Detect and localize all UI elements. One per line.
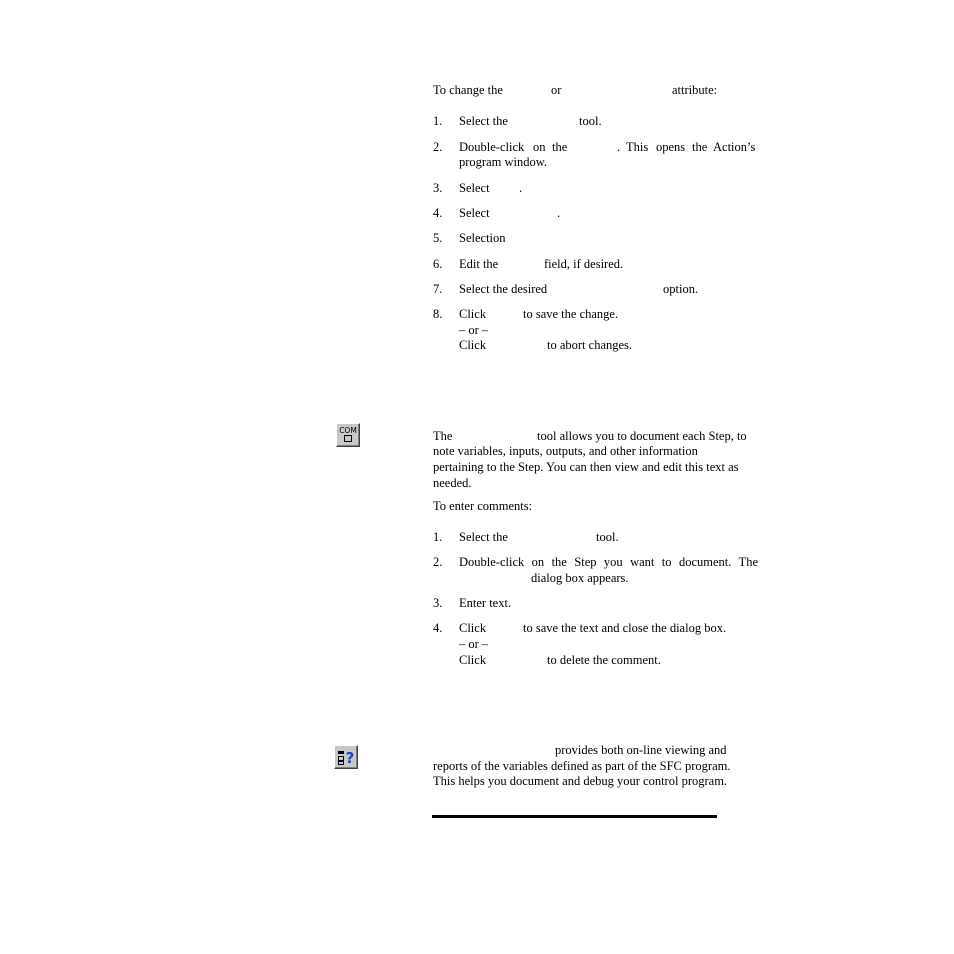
step-text: . (519, 181, 523, 195)
step-text: Select the (459, 530, 508, 544)
step-text: . (617, 140, 621, 154)
step-text: to save the text and close the dialog box. (523, 621, 727, 635)
paragraph-text: pertaining to the Step. You can then view and edit this text as (433, 460, 739, 474)
step-text: Selection (459, 231, 506, 245)
step-text: Click (459, 338, 487, 352)
step-text: the (552, 140, 568, 154)
lead-text: To enter comments: (433, 499, 533, 513)
step-text: Action’s (713, 140, 756, 154)
or-separator: – or – (459, 323, 489, 337)
intro-text-c: attribute: (672, 83, 718, 97)
step-text: Edit the (459, 257, 499, 271)
intro-text-b: or (551, 83, 562, 97)
paragraph-text: reports of the variables defined as part of the SFC program. (433, 759, 731, 773)
paragraph-text: tool allows you to document each Step, to (537, 429, 747, 443)
step-text: Click (459, 653, 487, 667)
step-text: tool. (579, 114, 602, 128)
step-number: 3. (433, 181, 443, 195)
step-text: Select (459, 181, 490, 195)
step-text: to delete the comment. (547, 653, 661, 667)
step-number: 4. (433, 621, 443, 635)
step-text: tool. (596, 530, 619, 544)
svg-text:?: ? (345, 749, 355, 767)
step-text: Click (459, 621, 487, 635)
step-number: 1. (433, 114, 443, 128)
step-text: dialog box appears. (531, 571, 629, 585)
step-text: Select (459, 206, 490, 220)
variable-report-tool-icon (334, 745, 358, 769)
paragraph-text: This helps you document and debug your control program. (433, 774, 728, 788)
or-separator: – or – (459, 637, 489, 651)
step-text: Select the (459, 114, 508, 128)
step-text: Double-click (459, 140, 525, 154)
step-text: . (557, 206, 561, 220)
step-number: 4. (433, 206, 443, 220)
step-text: to abort changes. (547, 338, 633, 352)
step-text: Click (459, 307, 487, 321)
intro-text-a: To change the (433, 83, 503, 97)
comment-tool-icon (336, 423, 360, 447)
step-text: Double-click on the Step you want to document. The (459, 555, 758, 569)
step-text: program window. (459, 155, 548, 169)
step-text: Enter text. (459, 596, 512, 610)
step-number: 2. (433, 140, 443, 154)
step-number: 3. (433, 596, 443, 610)
step-text: Select the desired (459, 282, 548, 296)
section-divider (432, 815, 717, 818)
step-text: to save the change. (523, 307, 619, 321)
step-number: 2. (433, 555, 443, 569)
step-text: This (626, 140, 649, 154)
step-number: 7. (433, 282, 443, 296)
step-number: 6. (433, 257, 443, 271)
step-text: field, if desired. (544, 257, 624, 271)
paragraph-text: provides both on-line viewing and (555, 743, 727, 757)
step-text: option. (663, 282, 699, 296)
step-text: opens (656, 140, 686, 154)
step-number: 5. (433, 231, 443, 245)
step-text: on (533, 140, 546, 154)
paragraph-text: needed. (433, 476, 472, 490)
comment-tool-icon-label: COM (339, 426, 357, 435)
paragraph-text: The (433, 429, 453, 443)
step-number: 8. (433, 307, 443, 321)
step-text: the (692, 140, 708, 154)
paragraph-text: note variables, inputs, outputs, and other information (433, 444, 698, 458)
step-number: 1. (433, 530, 443, 544)
